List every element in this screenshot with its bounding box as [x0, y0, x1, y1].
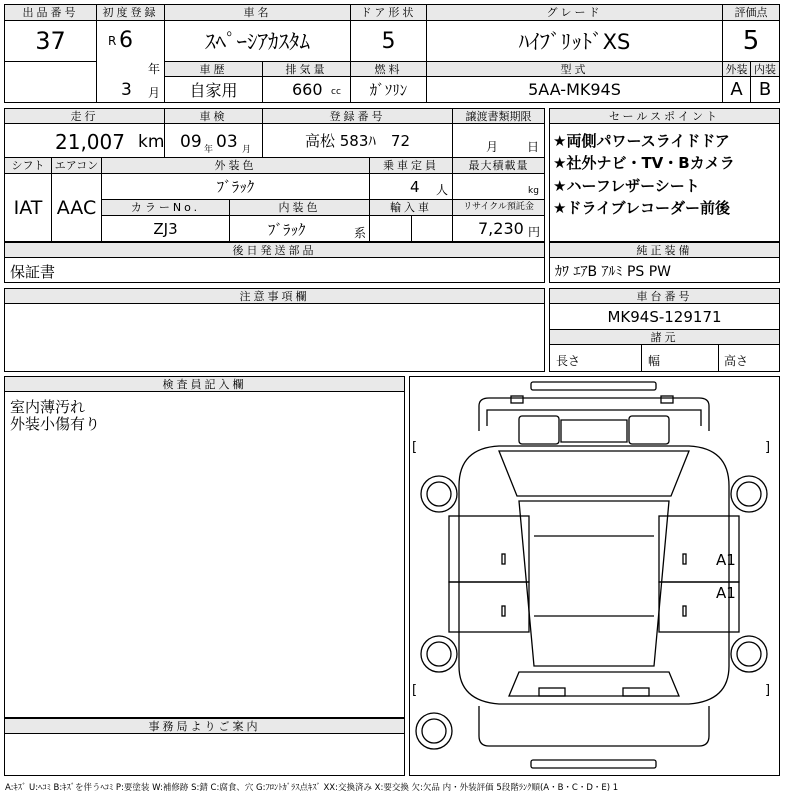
shift-value: IAT [5, 174, 52, 241]
exterior-label: 外装 [723, 62, 751, 77]
reg-month: 3 [121, 80, 132, 100]
model-value: 5AA-MK94S [427, 77, 723, 102]
legend: A:ｷｽﾞ U:ﾍｺﾐ B:ｷｽﾞを伴うﾍｺﾐ P:要塗装 W:補修跡 S:錆 C:腐食、穴 G:ﾌﾛﾝﾄｶﾞﾗｽ点ｷｽﾞ XX:交換済み X:要交換 欠:欠品 内・外装評価 5段階ﾗﾝｸ順(A・B・C・D・E) 1 [5, 783, 619, 793]
inspector-label: 検査員記入欄 [5, 377, 404, 392]
import-cell-a [370, 216, 412, 241]
mileage-value: 21,007 [55, 130, 125, 154]
dimensions-label: 諸元 [550, 330, 779, 345]
bracket-left-bottom: [ [412, 683, 418, 698]
displacement-label: 排気量 [263, 62, 351, 77]
ac-label: エアコン [52, 158, 102, 174]
capacity-unit: 人 [436, 183, 449, 197]
sales-point-2: ★社外ナビ・TV・Bカメラ [553, 154, 735, 172]
reg-year: 6 [119, 28, 133, 53]
transfer-day-unit: 日 [527, 140, 540, 154]
interior-grade: B [758, 79, 772, 100]
int-color-value: ﾌﾞﾗｯｸ [268, 221, 306, 239]
grade-label: グレード [427, 5, 723, 21]
grade-value: ﾊｲﾌﾞﾘｯﾄﾞXS [427, 21, 723, 61]
shift-label: シフト [5, 158, 52, 174]
ac-value: AAC [52, 174, 102, 241]
plate-value: 高松 583ﾊ 72 [263, 124, 453, 158]
inspection-year-unit: 年 [204, 145, 214, 155]
color-value: ﾌﾞﾗｯｸ [102, 174, 370, 200]
notes-label: 注意事項欄 [5, 289, 544, 304]
load-label: 最大積載量 [453, 158, 544, 174]
chassis-label: 車台番号 [550, 289, 779, 304]
capacity-label: 乗車定員 [370, 158, 453, 174]
recycle-label: リサイクル預託金 [453, 200, 544, 216]
plate-label: 登録番号 [263, 109, 453, 124]
recycle-unit: 円 [528, 225, 541, 239]
car-name: ｽﾍﾟｰｼｱｶｽﾀﾑ [165, 21, 351, 61]
lot-label: 出品番号 [5, 5, 97, 21]
car-diagram [409, 376, 780, 776]
sales-point-3: ★ハーフレザーシート [553, 177, 700, 195]
color-label: 外装色 [102, 158, 370, 174]
int-color-unit: 系 [354, 226, 367, 240]
first-reg-label: 初度登録 [97, 5, 165, 21]
equipment-value: ｶﾜ ｴｱB ｱﾙﾐ PS PW [555, 264, 672, 280]
color-no-label: カラーNo. [102, 200, 230, 216]
exterior-grade: A [723, 77, 751, 102]
mileage-label: 走行 [5, 109, 165, 124]
damage-mark-2: A1 [716, 584, 736, 602]
era: R [108, 34, 117, 48]
month-unit: 月 [148, 86, 161, 100]
office-label: 事務局よりご案内 [5, 719, 404, 734]
lot-blank [5, 61, 97, 102]
doors-value: 5 [351, 21, 427, 61]
bracket-left-top: [ [412, 440, 418, 455]
inspector-line-2: 外装小傷有り [10, 415, 101, 433]
recycle-value: 7,230 [478, 219, 524, 238]
transfer-label: 譲渡書類期限 [453, 109, 544, 124]
inspection-year: 09 [180, 132, 202, 152]
inspector-line-1: 室内薄汚れ [10, 398, 86, 416]
inspection-month-unit: 月 [242, 145, 252, 155]
sales-point-4: ★ドライブレコーダー前後 [553, 199, 730, 217]
import-label: 輸入車 [370, 200, 453, 216]
history-value: 自家用 [165, 77, 263, 102]
history-label: 車歴 [165, 62, 263, 77]
damage-mark-1: A1 [716, 551, 736, 569]
name-label: 車名 [165, 5, 351, 21]
model-label: 型式 [427, 62, 723, 77]
later-parts-label: 後日発送部品 [5, 243, 544, 258]
inspection-label: 車検 [165, 109, 263, 124]
displacement-unit: cc [331, 87, 341, 97]
chassis-value: MK94S-129171 [550, 304, 779, 330]
bracket-right-bottom: ] [765, 683, 771, 698]
later-parts-value: 保証書 [10, 263, 56, 281]
lot-number: 37 [5, 21, 97, 61]
width-label: 幅 [648, 354, 661, 368]
sales-point-1: ★両側パワースライドドア [553, 132, 730, 150]
fuel-value: ｶﾞｿﾘﾝ [351, 77, 427, 102]
fuel-label: 燃料 [351, 62, 427, 77]
bracket-right-top: ] [765, 440, 771, 455]
doors-label: ドア形状 [351, 5, 427, 21]
load-unit: kg [528, 186, 539, 196]
score-value: 5 [742, 26, 760, 56]
transfer-month-unit: 月 [486, 140, 499, 154]
import-cell-b [412, 216, 453, 241]
int-color-label: 内装色 [230, 200, 370, 216]
height-label: 高さ [724, 354, 749, 368]
year-unit: 年 [148, 62, 161, 76]
color-no-value: ZJ3 [102, 216, 230, 241]
capacity-value: 4 [410, 178, 420, 196]
length-label: 長さ [556, 354, 581, 368]
equipment-label: 純正装備 [550, 243, 779, 258]
inspection-month: 03 [216, 132, 238, 152]
interior-label: 内装 [751, 62, 779, 77]
score-label: 評価点 [723, 5, 779, 21]
mileage-unit: km [138, 132, 165, 152]
displacement-value: 660 [292, 80, 323, 99]
sales-points-label: セールスポイント [550, 109, 779, 124]
